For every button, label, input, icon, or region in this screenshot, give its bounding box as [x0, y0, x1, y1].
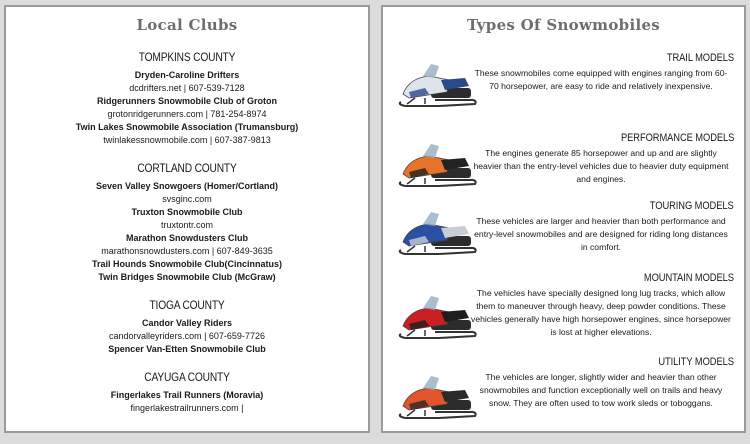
- snowmobile-type-title: PERFORMANCE MODELS: [620, 132, 734, 144]
- local-clubs-title: Local Clubs: [136, 16, 238, 34]
- snowmobile-type-row: [383, 132, 744, 202]
- club-name: Ridgerunners Snowmobile Club of Groton: [97, 96, 277, 106]
- club-name: Marathon Snowdusters Club: [125, 233, 248, 243]
- county-list: [6, 50, 368, 415]
- performance-snowmobile-icon: [395, 134, 479, 198]
- club-name: Twin Bridges Snowmobile Club (McGraw): [98, 272, 276, 282]
- club-contact: fingerlakestrailrunners.com |: [130, 403, 244, 413]
- club-contact: svsginc.com: [162, 194, 212, 204]
- county-heading: CAYUGA COUNTY: [144, 370, 230, 384]
- club-name: Truxton Snowmobile Club: [131, 207, 243, 217]
- club-contact: grotonridgerunners.com | 781-254-8974: [107, 109, 267, 119]
- club-name: Candor Valley Riders: [141, 318, 233, 328]
- mountain-snowmobile-icon: [395, 286, 479, 350]
- snowmobile-types-panel: [381, 5, 746, 433]
- club-contact: twinlakessnowmobile.com | 607-387-9813: [103, 135, 271, 145]
- county-heading: CORTLAND COUNTY: [137, 161, 237, 175]
- snowmobile-type-title: UTILITY MODELS: [658, 356, 734, 368]
- club-name: Fingerlakes Trail Runners (Moravia): [110, 390, 264, 400]
- snowmobile-type-title: TOURING MODELS: [650, 200, 734, 212]
- county-heading: TIOGA COUNTY: [149, 298, 225, 312]
- snowmobile-type-description: The vehicles are longer, slightly wider and heavier than other snowmobiles and function exceptionally well on trails and heavy snow. They are often used to tow work sleds or toboggans.: [479, 372, 723, 408]
- snowmobile-type-row: [383, 272, 744, 342]
- club-name: Seven Valley Snowgoers (Homer/Cortland): [95, 181, 279, 191]
- utility-snowmobile-icon: [395, 366, 479, 430]
- county-heading: TOMPKINS COUNTY: [138, 50, 236, 64]
- club-contact: truxtontr.com: [160, 220, 214, 230]
- snowmobile-type-description: These vehicles are larger and heavier than both performance and entry-level snowmobiles and are designed for riding long distances in comfort.: [474, 216, 728, 252]
- club-contact: candorvalleyriders.com | 607-659-7726: [109, 331, 265, 341]
- local-clubs-panel: [4, 5, 370, 433]
- snowmobile-type-title: TRAIL MODELS: [666, 52, 734, 64]
- snowmobile-type-description: The vehicles have specially designed long lug tracks, which allow them to maneuver through heavy, deep powder conditions. These vehicles generally have high horsepower engines, since horsepower is lost at higher elevations.: [471, 288, 731, 337]
- club-name: Spencer Van-Etten Snowmobile Club: [108, 344, 266, 354]
- touring-snowmobile-icon: [395, 202, 479, 266]
- snowmobile-type-description: The engines generate 85 horsepower and up and are slightly heavier than the entry-level vehicles due to heavier duty equipment and engines.: [473, 148, 729, 184]
- club-contact: marathonsnowdusters.com | 607-849-3635: [101, 246, 273, 256]
- snowmobile-type-row: [383, 356, 744, 426]
- trail-snowmobile-icon: [395, 54, 479, 118]
- club-name: Twin Lakes Snowmobile Association (Trumansburg): [75, 122, 299, 132]
- snowmobile-type-row: [383, 52, 744, 122]
- club-contact: dcdrifters.net | 607-539-7128: [129, 83, 245, 93]
- snowmobile-type-title: MOUNTAIN MODELS: [644, 272, 734, 284]
- snowmobile-type-row: [383, 200, 744, 270]
- snowmobile-types-title: Types Of Snowmobiles: [466, 16, 661, 34]
- snowmobile-type-description: These snowmobiles come equipped with engines ranging from 60-70 horsepower, are easy to ride and relatively inexpensive.: [474, 68, 728, 91]
- club-name: Trail Hounds Snowmobile Club(Cincinnatus): [91, 259, 282, 269]
- club-name: Dryden-Caroline Drifters: [134, 70, 240, 80]
